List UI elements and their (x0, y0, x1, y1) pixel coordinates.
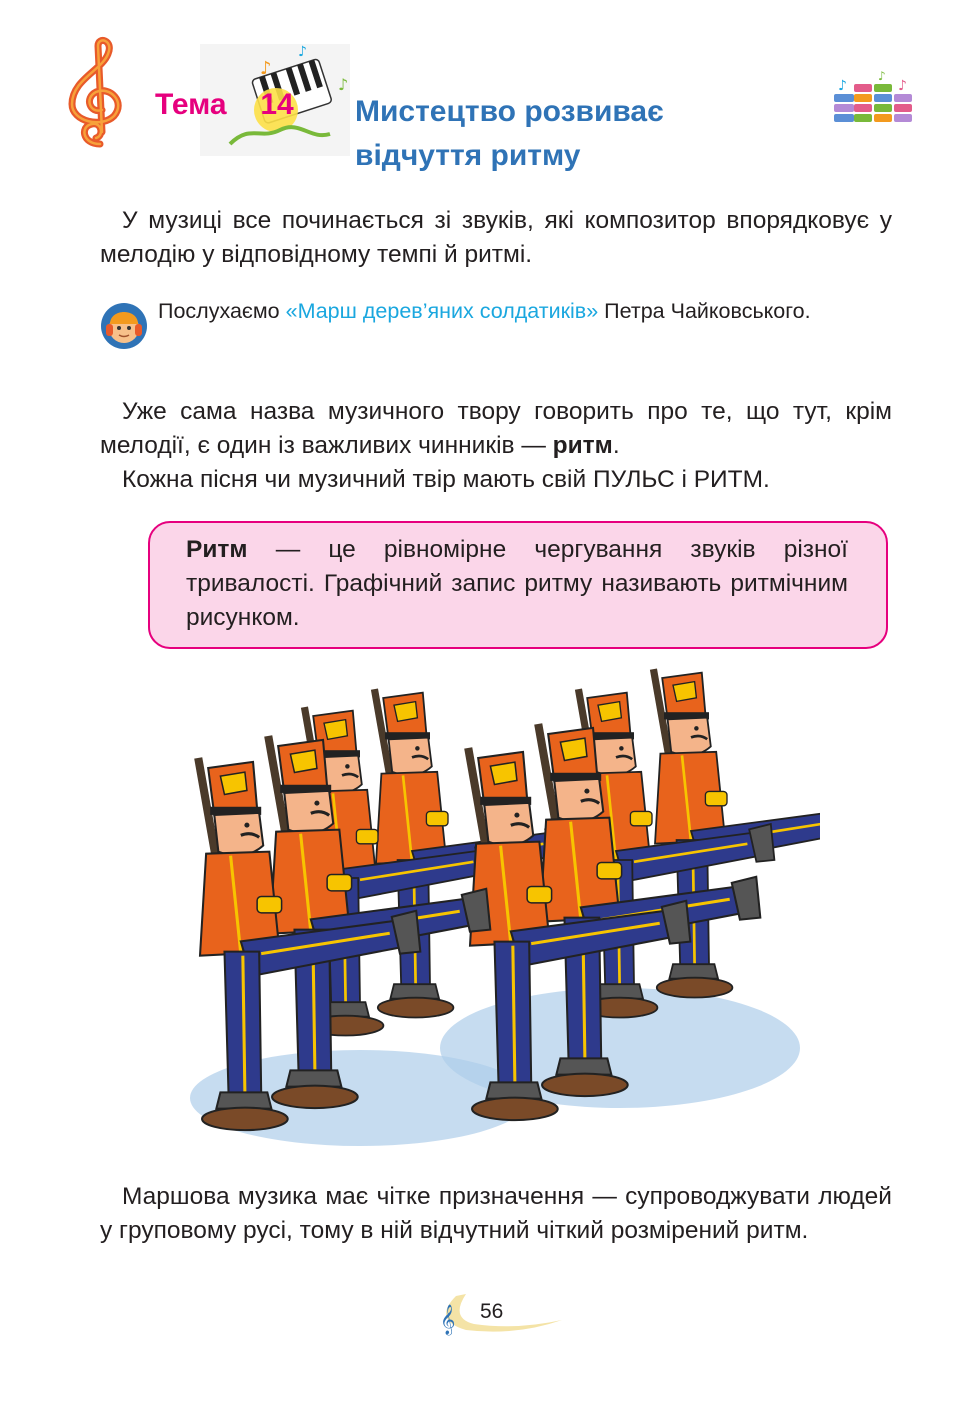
toy-soldiers-illustration (180, 668, 820, 1166)
definition-term: Ритм (186, 536, 248, 563)
topic-label: Тема (155, 88, 227, 121)
pulse-paragraph: Кожна пісня чи музичний твір мають свій ПУЛЬС і РИТМ. (122, 466, 770, 493)
books-icon (832, 70, 914, 126)
listen-suffix: Петра Чайковського. (598, 299, 811, 323)
soldier (650, 669, 820, 998)
rhythm-paragraph-text: Уже сама назва музичного твору говорить про те, що тут, крім мелодії, є один із важливих чинників — (100, 398, 892, 459)
rhythm-bold-term: ритм (552, 432, 613, 459)
listen-prefix: Послухаємо (158, 299, 286, 323)
definition-body: — це рівномірне чергування звуків різної тривалості. Графічний запис ритму називають ритмічним рисунком. (186, 536, 848, 631)
intro-paragraph: У музиці все починається зі звуків, які композитор впорядковує у мелодію у відповідному темпі й ритмі. (100, 207, 892, 268)
svg-text:♪: ♪ (878, 70, 886, 83)
march-paragraph: Маршова музика має чітке призначення — супроводжувати людей у груповому русі, тому в ній відчутний чіткий розмірений ритм. (100, 1183, 892, 1244)
listen-work-title: «Марш дерев’яних солдатиків» (285, 299, 599, 323)
rhythm-paragraph-end: . (612, 432, 620, 459)
headphones-listen-icon (100, 302, 148, 350)
definition-text (186, 533, 848, 635)
svg-text:𝄞: 𝄞 (440, 1305, 456, 1335)
treble-clef-icon (62, 36, 134, 148)
page-title (355, 90, 775, 178)
svg-text:♪: ♪ (338, 75, 349, 94)
rhythm-paragraph (100, 395, 892, 463)
title-line-1: Мистецтво розвиває (355, 95, 664, 128)
svg-text:♪: ♪ (838, 78, 847, 94)
title-line-2: відчуття ритму (355, 139, 581, 172)
page-number: 56 (480, 1300, 504, 1323)
listen-task (158, 296, 892, 327)
svg-text:♪: ♪ (298, 44, 307, 60)
topic-number: 14 (260, 88, 294, 121)
svg-text:♪: ♪ (260, 58, 272, 79)
svg-text:♪: ♪ (898, 78, 907, 94)
